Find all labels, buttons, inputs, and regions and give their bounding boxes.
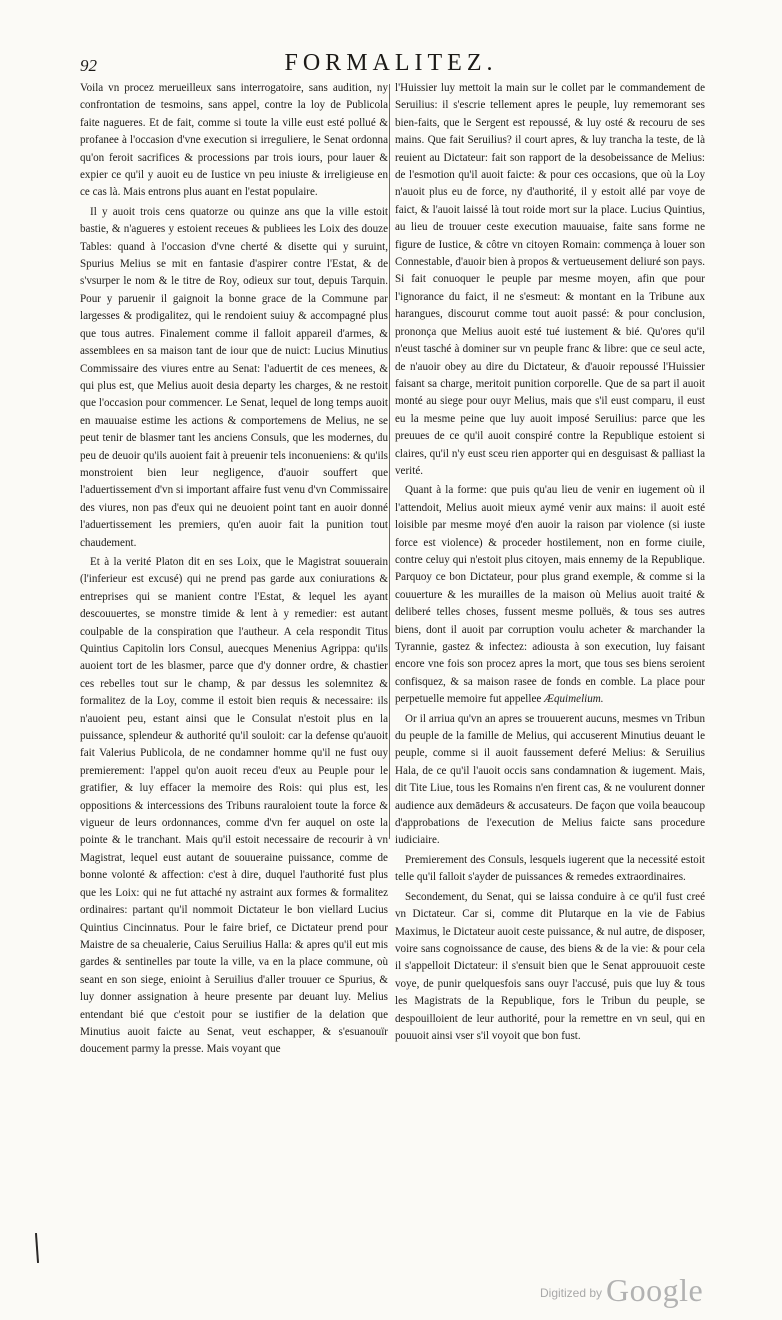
paragraph: [395, 482, 705, 708]
paragraph: [395, 711, 705, 850]
right-column: [395, 80, 705, 1047]
paragraph-text: Or il arriua qu'vn an apres se trouuerent aucuns, mesmes vn Tribun du peuple de la famille de Melius, qui accuserent Minutius deuant le peuple, comme si il auoit faussement deferé Melius: & Seruilius Hala, de ce qu'il l'auoit occis sans condamnation & iugement. Mais, dit Tite Liue, tous les Romains n'en firent cas, & ne voulurent donner audience aux demādeurs & accusateurs. De façon que voila beaucoup d'approbations de l'execution de Melius faicte sans procedure iudiciaire.: [395, 712, 705, 847]
paragraph-text: l'Huissier luy mettoit la main sur le collet par le commandement de Seruilius: il s'escrie tellement apres le peuple, luy rememorant ses bien-faits, que le Sergent est repoussé, & luy osté & recouru de ses mains. Que fait Seruilius? il court apres, & luy trancha la teste, de là reuient au Dictateur: fait son rapport de la desobeissance de Melius: de l'esmotion qu'il auoit faicte: & pour ces occasions, que où la Loy n'auoit plus eu de force, ny d'authorité, il y estoit allé par voye de faict, & l'auoit laissé là tout roide mort sur la place. Lucius Quintius, au lieu de trouuer ceste execution mauuaise, faite sans forme ne figure de Iustice, & côtre vn citoyen Romain: commença à louer son Connestable, d'auoir bien à propos & vertueusement deliuré son pays. Si fait conuoquer le peuple par mesme moyen, afin que pour l'ignorance du faict, il ne s'esmeut: & montant en la Tribune aux harangues, discourut comme tout auoit passé: & pour conclusion, prononça que Melius auoit esté tué iustement & bié. Qu'ores qu'il n'eust tasché à dominer sur vn peuple franc & libre: que ce seul acte, de n'auoir obey au dire du Dictateur, & d'auoir repoussé l'Huissier faisant sa charge, meritoit punition corporelle. Que de sa part il auoit monté au siege pour ouyr Melius, mais que s'il eust comparu, il eust eu la mesme peine que luy auoit imposé Seruilius: parce que les preuues de ce qu'il auoit conspiré contre la Republique estoient si claires, qu'il n'y eust sceu rien apporter qui en desguisast & palliast la verité.: [395, 82, 705, 477]
google-logo: Google: [606, 1272, 704, 1308]
digitized-watermark: [540, 1272, 703, 1309]
paragraph: [395, 852, 705, 887]
digitized-by-text: Digitized by: [540, 1286, 603, 1300]
paragraph: Voila vn procez merueilleux sans interrogatoire, sans audition, ny confrontation de tesmoins, sans appel, contre la loy de Publicola faite nagueres. Et de fait, comme si toute la ville eust esté pollué & profanee à l'occasion d'vne execution si irreguliere, le Senat ordonna qu'on feroit sacrifices & processions par trois iours, pour lauer & expier ce qu'il y auoit eu de Iustice vn peu iniuste & irreligieuse en ce cas là. Mais entrons plus auant en l'estat populaire.: [80, 82, 388, 199]
paragraph-text: Quant à la forme: que puis qu'au lieu de venir en iugement où il l'attendoit, Melius auoit mieux aymé venir aux mains: il auoit esté loisible par mesme moyé d'en auoir la raison par violence (si iuste force est violence) & proceder hostilement, non en forme ciuile, contre celuy qui n'estoit plus citoyen, mais ennemy de la Republique. Parquoy ce bon Dictateur, pour plus grand exemple, & comme si la couuerture & les murailles de la maison où Melius auoit traité & deliberé telles choses, fussent mesme polluës, & tous ses autres biens, dont il auoit par corruption voulu acheter & marchander la Tyrannie, gastez & infectez: adiousta à son execution, luy faisant encore vne fois son procez apres la mort, que tous ses biens seroient confisquez, & sa maison rasee de fonds en comble. La place pour perpetuelle memoire fut appellee: [395, 484, 705, 706]
column-divider: [389, 84, 390, 839]
paragraph-text: Secondement, du Senat, qui se laissa conduire à ce qu'il fust creé vn Dictateur. Car si, comme dit Plutarque en la vie de Fabius Maximus, le Dictateur auoit ceste puissance, & nul autre, de disposer, voire sans cognoissance de cause, des biens & de la vie: & pour cela il s'appelloit Dictateur: il s'ensuit bien que le Senat approuuoit ceste voye, de punir quelquesfois sans ouyr l'accusé, puis que luy & tous les Magistrats de la Republique, fors le Tribun du peuple, se despouilloient de leur authorité, pour la remettre en vn seul, qui en pouuoit ainsi vser s'il voyoit que bon fust.: [395, 890, 705, 1042]
paragraph: [395, 80, 705, 480]
paragraph: Il y auoit trois cens quatorze ou quinze ans que la ville estoit bastie, & n'agueres y estoient receues & publiees les Loix des douze Tables: quand à l'occasion d'vne cherté & disette qui y suruint, Spurius Melius se mit en fantasie d'aspirer contre l'Estat, & de s'vsurper le nom & le titre de Roy, odieux sur tout, depuis Tarquin. Pour y paruenir il gaignoit la bonne grace de la Commune par largesses & prodigalitez, qui le rendoient suiuy & accompagné plus que tous autres. Finalement comme il falloit appareil d'armes, & assemblees en sa maison tant de iour que de nuict: Lucius Minutius Commissaire des viures entre au Senat: l'aduertit de ces menees, & qui plus est, que Melius auoit desia departy les charges, & ne restoit que l'occasion pour commencer. Le Senat, lequel de long temps auoit en mauuaise estime les actions & comportemens de Melius, ne se peut tenir de blasmer tant les anciens Consuls, que les modernes, du peu de deuoir qu'ils auoient fait à preuenir tels inconueniens: & qu'ils monstroient bien leur negligence, d'auoir souffert que l'aduertissement d'vn si important affaire fust venu d'vn Commissaire des viures, non pas d'eux qui ne deuoient point tant en auoir donné l'aduertissement les premiers, qu'en auoir fait la punition tout chaudement.: [80, 205, 388, 549]
italic-term: Æquimelium.: [544, 693, 604, 706]
margin-mark: [35, 1233, 39, 1263]
running-title: FORMALITEZ.: [284, 50, 498, 76]
page-number: 92: [80, 56, 97, 75]
paragraph-text: Premierement des Consuls, lesquels iugerent que la necessité estoit telle qu'il falloit s'ayder de puissances & remedes extraordinaires.: [395, 853, 705, 884]
left-column: [80, 80, 388, 1061]
paragraph: [395, 889, 705, 1046]
paragraph: Et à la verité Platon dit en ses Loix, que le Magistrat souuerain (l'inferieur est excusé) qui ne prend pas garde aux coniurations & entreprises qui se manient contre l'Estat, & lequel les ayant descouuertes, se monstre timide & lent à y remedier: est autant coulpable de la conspiration que l'autheur. A cela respondit Titus Quintius Capitolin lors Consul, auecques Menenius Agrippa: qu'ils auoient tort de les blasmer, parce que d'y donner ordre, & chastier ces rebelles tout sur le champ, & par dessus les solemnitez & formalitez de la Loy, comme il estoit bien requis & necessaire: ils n'auoient peu, estant ainsi que le Consulat n'estoit plus en la puissance, splendeur & authorité qu'il souloit: car la defense qu'auoit fait Valerius Publicola, de ne condamner homme qu'il ne fust ouy premierement: l'appel qu'on auoit receu d'eux au Peuple pour le gratifier, & luy effacer la memoire des Rois: qui plus est, les oppositions & intercessions des Tribuns rauraloient toute la force & vigueur de leurs ordonnances, comme d'vn fer auquel on oste la pointe & le tranchant. Mais qu'il estoit necessaire de recourir à vn Magistrat, lequel eust autant de souueraine puissance, comme de bonne volonté & affection: c'est à dire, duquel l'authorité fust plus que les Loix: qui ne fut attaché ny astraint aux formes & formalitez ordinaires: partant qu'il nommoit Dictateur le bon viellard Lucius Quintius Cincinnatus. Pour le faire brief, ce Dictateur prend pour Maistre de sa cheualerie, Caius Seruilius Halla: & apres qu'il eut mis gardes & sentinelles par toute la ville, va en la place commune, où seant en son siege, enioint à Seruilius d'aller trouuer ce Spurius, & luy donner assignation à heure presente par deuant luy. Melius entendant bié que c'estoit pour se iustifier de la delation que Minutius auoit faicte au Senat, veut eschapper, & s'esuanouïr doucement parmy la presse. Mais voyant que: [80, 555, 388, 1056]
